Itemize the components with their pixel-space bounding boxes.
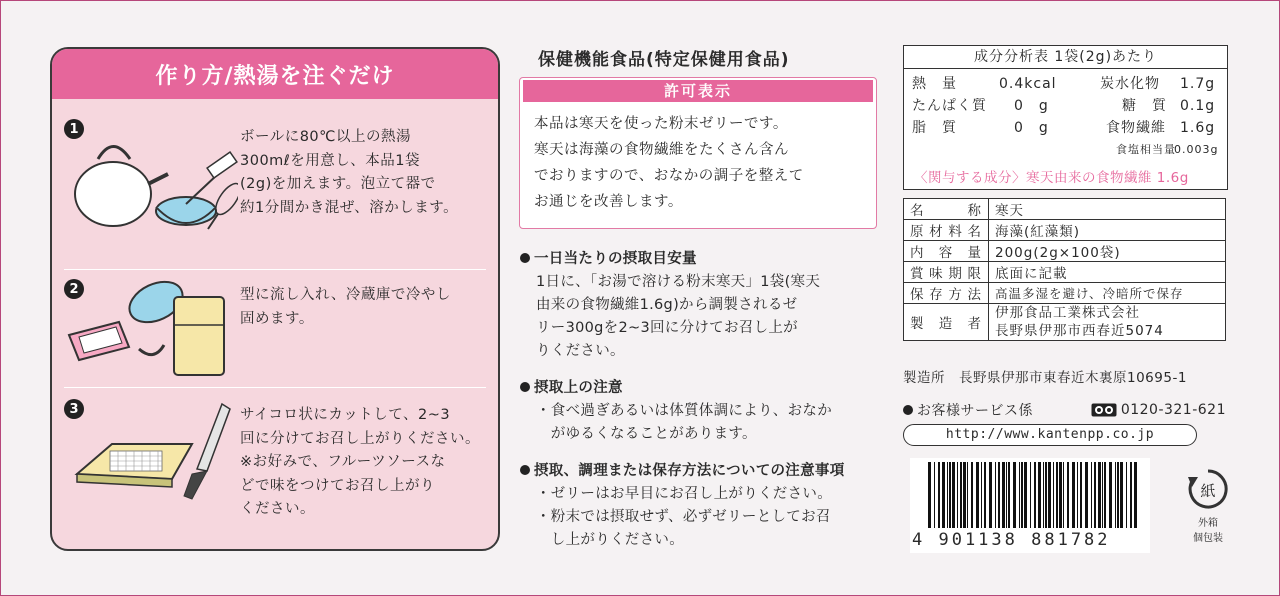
barcode-bar: [960, 462, 962, 528]
kettle-bowl-illustration: [68, 129, 238, 234]
service-phone: 0120-321-621: [1120, 402, 1226, 418]
note-caution: [520, 377, 890, 446]
barcode-bar: [1045, 462, 1047, 528]
recycle-label: 個包装: [1193, 533, 1223, 544]
barcode-bar: [1034, 462, 1036, 528]
info-key: 製造者: [904, 304, 989, 341]
info-key: 名称: [904, 199, 989, 220]
info-value: 200g(2g×100袋): [989, 241, 1226, 262]
recycle-label: 外箱: [1198, 518, 1218, 529]
barcode-bar: [1067, 462, 1069, 528]
barcode-bar: [1094, 462, 1096, 528]
barcode-bar: [998, 462, 1000, 528]
factory-address: 製造所 長野県伊那市東春近木裏原10695-1: [903, 370, 1187, 386]
barcode-number: 4 901138 881782: [912, 530, 1111, 550]
customer-service: [903, 400, 1226, 420]
howto-panel: [50, 47, 500, 551]
freedial-icon: [1091, 403, 1117, 417]
service-label: お客様サービス係: [917, 403, 1033, 419]
bullet-icon: [520, 465, 530, 475]
note-body: ・食べ過ぎあるいは体質体調により、おなか がゆるくなることがあります。: [536, 403, 832, 442]
note-body: ・ゼリーはお早目にお召し上がりください。 ・粉末では摂取せず、必ずゼリーとしてお召 し上がりください。: [536, 486, 832, 548]
barcode-bar: [1063, 462, 1064, 528]
barcode-bar: [1120, 462, 1123, 528]
note-intake: [520, 248, 890, 363]
barcode-bar: [1117, 462, 1119, 528]
barcode-bar: [928, 462, 931, 528]
nutrient-label: 糖 質: [1122, 98, 1167, 114]
barcode-bar: [1038, 462, 1041, 528]
barcode-bar: [1019, 462, 1020, 528]
barcode-bar: [1077, 462, 1078, 528]
barcode-bar: [1091, 462, 1092, 528]
recycle-mark: [1183, 467, 1233, 547]
barcode-bar: [1002, 462, 1005, 528]
nutrient-value: 1.6g: [1180, 120, 1216, 136]
nutrient-label: 食物繊維: [1106, 120, 1166, 136]
barcode-bar: [981, 462, 982, 528]
table-row: [904, 304, 1226, 341]
nutrition-table: [903, 45, 1228, 190]
barcode-bar: [989, 462, 992, 528]
table-row: [904, 262, 1226, 283]
barcode-bar: [1030, 462, 1031, 528]
step-2: [52, 279, 498, 389]
nutrient-label: 炭水化物: [1100, 76, 1160, 92]
paper-recycle-icon: [1186, 467, 1230, 511]
note-title: 摂取上の注意: [534, 380, 623, 396]
step-3: [52, 399, 498, 539]
barcode-bar: [949, 462, 951, 528]
barcode-bar: [1115, 462, 1116, 528]
nutrient-value: 0 g: [1014, 120, 1049, 136]
barcode-bar: [1008, 462, 1010, 528]
barcode-bar: [1085, 462, 1088, 528]
step-number: 1: [64, 119, 84, 139]
step-number: 3: [64, 399, 84, 419]
approval-text: 本品は寒天を使った粉末ゼリーです。 寒天は海藻の食物繊維をたくさん含ん でおりますので、おなかの調子を整えて お通じを改善します。: [534, 116, 804, 210]
bullet-icon: [903, 405, 913, 415]
table-row: [904, 220, 1226, 241]
barcode-bar: [957, 462, 958, 528]
barcode-bar: [1053, 462, 1054, 528]
barcode-bar: [952, 462, 955, 528]
nutrient-value: 0.1g: [1180, 98, 1216, 114]
barcode-bar: [1134, 462, 1137, 528]
nutrient-label: 熱 量: [912, 76, 957, 92]
step-3-text: サイコロ状にカットして、2~3 回に分けてお召し上がりください。 ※お好みで、フルーツソースな どで味をつけてお召し上がり ください。: [240, 407, 480, 517]
barcode-bar: [984, 462, 986, 528]
nutrient-value: 1.7g: [1180, 76, 1216, 92]
barcode-bar: [942, 462, 945, 528]
info-key: 原材料名: [904, 220, 989, 241]
barcode-bar: [1104, 462, 1106, 528]
barcode-bar: [976, 462, 979, 528]
note-handling: [520, 460, 890, 552]
barcode-bar: [1130, 462, 1132, 528]
barcode-bar: [1126, 462, 1127, 528]
info-value: 海藻(紅藻類): [989, 220, 1226, 241]
step-1: [52, 119, 498, 279]
info-key: 保存方法: [904, 283, 989, 304]
info-value: 底面に記載: [989, 262, 1226, 283]
barcode-bar: [1006, 462, 1007, 528]
note-title: 一日当たりの摂取目安量: [534, 251, 697, 267]
info-value: 寒天: [989, 199, 1226, 220]
barcode-bar: [1072, 462, 1075, 528]
step-1-text: ボールに80℃以上の熱湯 300mℓを用意し、本品1袋 (2g)を加えます。泡立て器で 約1分間かき混ぜ、溶かします。: [240, 129, 459, 216]
barcode-bar: [1048, 462, 1051, 528]
barcode-bar: [963, 462, 966, 528]
barcode-bar: [1059, 462, 1062, 528]
fosu-heading: 保健機能食品(特定保健用食品): [538, 50, 790, 70]
step-2-text: 型に流し入れ、冷蔵庫で冷やし 固めます。: [240, 287, 451, 327]
mold-fridge-illustration: [64, 277, 234, 377]
step-divider: [64, 269, 486, 270]
salt-value: 0.003g: [1174, 143, 1219, 156]
nutrient-value: 0.4kcal: [999, 76, 1057, 92]
table-row: [904, 199, 1226, 220]
note-title: 摂取、調理または保存方法についての注意事項: [534, 463, 845, 479]
barcode-bar: [995, 462, 996, 528]
website-url[interactable]: http://www.kantenpp.co.jp: [903, 424, 1197, 446]
bullet-icon: [520, 382, 530, 392]
info-key: 賞味期限: [904, 262, 989, 283]
nutrition-title: 成分分析表 1袋(2g)あたり: [904, 46, 1227, 69]
salt-label: 食塩相当量: [1116, 143, 1176, 156]
barcode-bar: [947, 462, 948, 528]
approval-title: 許可表示: [523, 80, 873, 102]
nutrient-value: 0 g: [1014, 98, 1049, 114]
barcode-bar: [1056, 462, 1058, 528]
barcode-bar: [967, 462, 968, 528]
step-number: 2: [64, 279, 84, 299]
barcode-bar: [1043, 462, 1044, 528]
barcode-bar: [938, 462, 940, 528]
product-info-table: [903, 198, 1226, 341]
cutting-board-illustration: [72, 399, 242, 509]
info-value: 伊那食品工業株式会社 長野県伊那市西春近5074: [989, 304, 1226, 341]
step-divider: [64, 387, 486, 388]
howto-title: 作り方/熱湯を注ぐだけ: [52, 49, 498, 99]
barcode-bar: [1098, 462, 1101, 528]
recycle-mark-text: 紙: [1200, 482, 1216, 500]
fosu-section: [518, 45, 890, 70]
barcode-bar: [1109, 462, 1112, 528]
barcode-bar: [1102, 462, 1103, 528]
related-component: 〈関与する成分〉寒天由来の食物繊維 1.6g: [914, 170, 1189, 186]
barcode-bar: [1021, 462, 1023, 528]
nutrient-label: 脂 質: [912, 120, 957, 136]
table-row: [904, 241, 1226, 262]
barcode-bar: [934, 462, 935, 528]
notes-section: [520, 248, 890, 552]
info-key: 内容量: [904, 241, 989, 262]
nutrient-label: たんぱく質: [912, 98, 987, 114]
barcode-bar: [971, 462, 973, 528]
approval-box: [519, 77, 877, 229]
barcode-bar: [1024, 462, 1027, 528]
bullet-icon: [520, 253, 530, 263]
barcode-bar: [1013, 462, 1016, 528]
barcode-bar: [1080, 462, 1082, 528]
note-body: 1日に、「お湯で溶ける粉末寒天」1袋(寒天 由来の食物繊維1.6g)から調製されるゼ リー300gを2~3回に分けてお召し上が りください。: [536, 274, 821, 359]
table-row: [904, 283, 1226, 304]
info-value: 高温多湿を避け、冷暗所で保存: [989, 283, 1226, 304]
